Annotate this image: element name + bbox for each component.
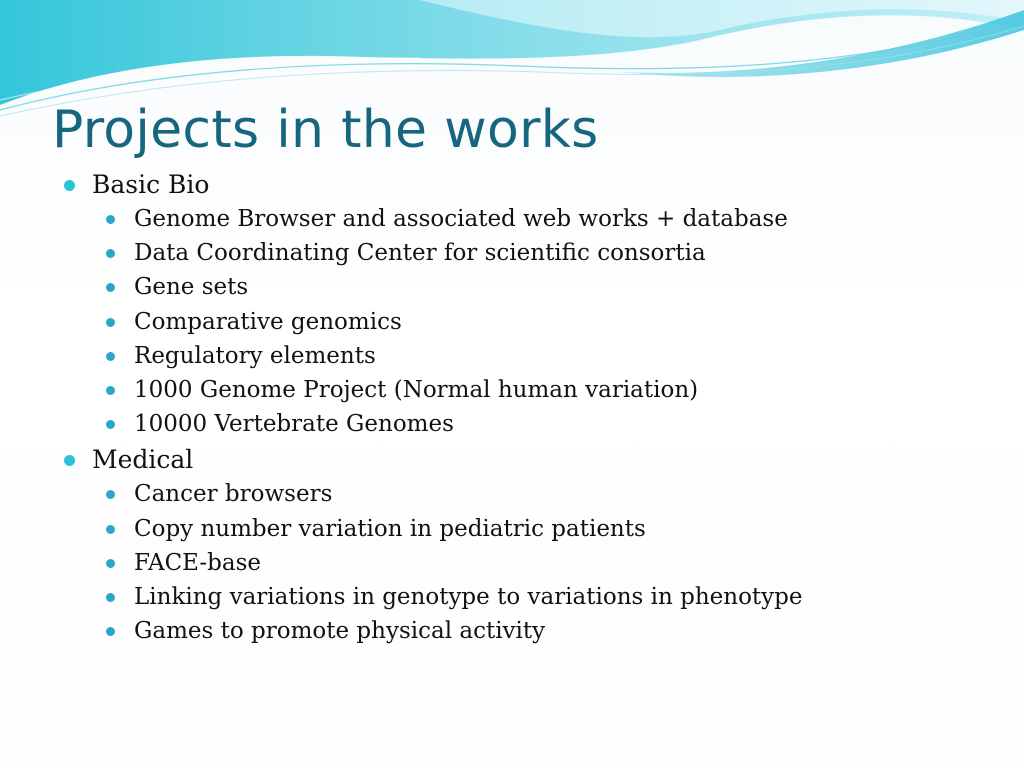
bullet-dot-icon	[106, 283, 115, 292]
bullet-dot-icon	[106, 593, 115, 602]
section-label: Basic Bio	[92, 170, 210, 199]
section-label: Medical	[92, 445, 194, 475]
bullet-dot-icon	[106, 386, 115, 395]
section-medical	[62, 443, 1002, 648]
list-item-text: Cancer browsers	[134, 481, 333, 508]
bullet-dot-icon	[64, 180, 75, 191]
list-item	[62, 477, 1002, 511]
section-heading	[62, 168, 1002, 202]
sub-list	[62, 202, 1002, 441]
bullet-dot-icon	[106, 420, 115, 429]
list-item-text: FACE-base	[134, 549, 262, 576]
list-item	[62, 305, 1002, 339]
bullet-dot-icon	[106, 352, 115, 361]
bullet-list	[62, 168, 1002, 648]
bullet-dot-icon	[106, 627, 115, 636]
list-item-text: 10000 Vertebrate Genomes	[134, 411, 454, 438]
list-item-text: Copy number variation in pediatric patients	[134, 515, 646, 542]
sub-list	[62, 477, 1002, 648]
list-item-text: Data Coordinating Center for scientific consortia	[134, 240, 706, 267]
bullet-dot-icon	[106, 559, 115, 568]
section-basic-bio	[62, 168, 1002, 441]
list-item	[62, 270, 1002, 304]
bullet-dot-icon	[106, 525, 115, 534]
list-item	[62, 373, 1002, 407]
bullet-dot-icon	[106, 490, 115, 499]
list-item-text: Genome Browser and associated web works + database	[134, 206, 788, 232]
slide-title: Projects in the works	[52, 100, 599, 160]
bullet-dot-icon	[106, 249, 115, 258]
list-item-text: Comparative genomics	[134, 308, 402, 335]
list-item	[62, 512, 1002, 546]
list-item	[62, 339, 1002, 373]
list-item	[62, 580, 1002, 614]
list-item	[62, 202, 1002, 236]
bullet-dot-icon	[64, 455, 75, 466]
list-item	[62, 546, 1002, 580]
list-item	[62, 614, 1002, 648]
list-item	[62, 407, 1002, 441]
list-item-text: 1000 Genome Project (Normal human variation)	[134, 376, 699, 403]
bullet-dot-icon	[106, 318, 115, 327]
list-item-text: Linking variations in genotype to variations in phenotype	[134, 583, 803, 610]
section-heading	[62, 443, 1002, 477]
list-item-text: Games to promote physical activity	[134, 618, 546, 645]
list-item-text: Gene sets	[134, 274, 249, 301]
list-item-text: Regulatory elements	[134, 342, 376, 369]
bullet-dot-icon	[106, 215, 115, 224]
list-item	[62, 236, 1002, 270]
